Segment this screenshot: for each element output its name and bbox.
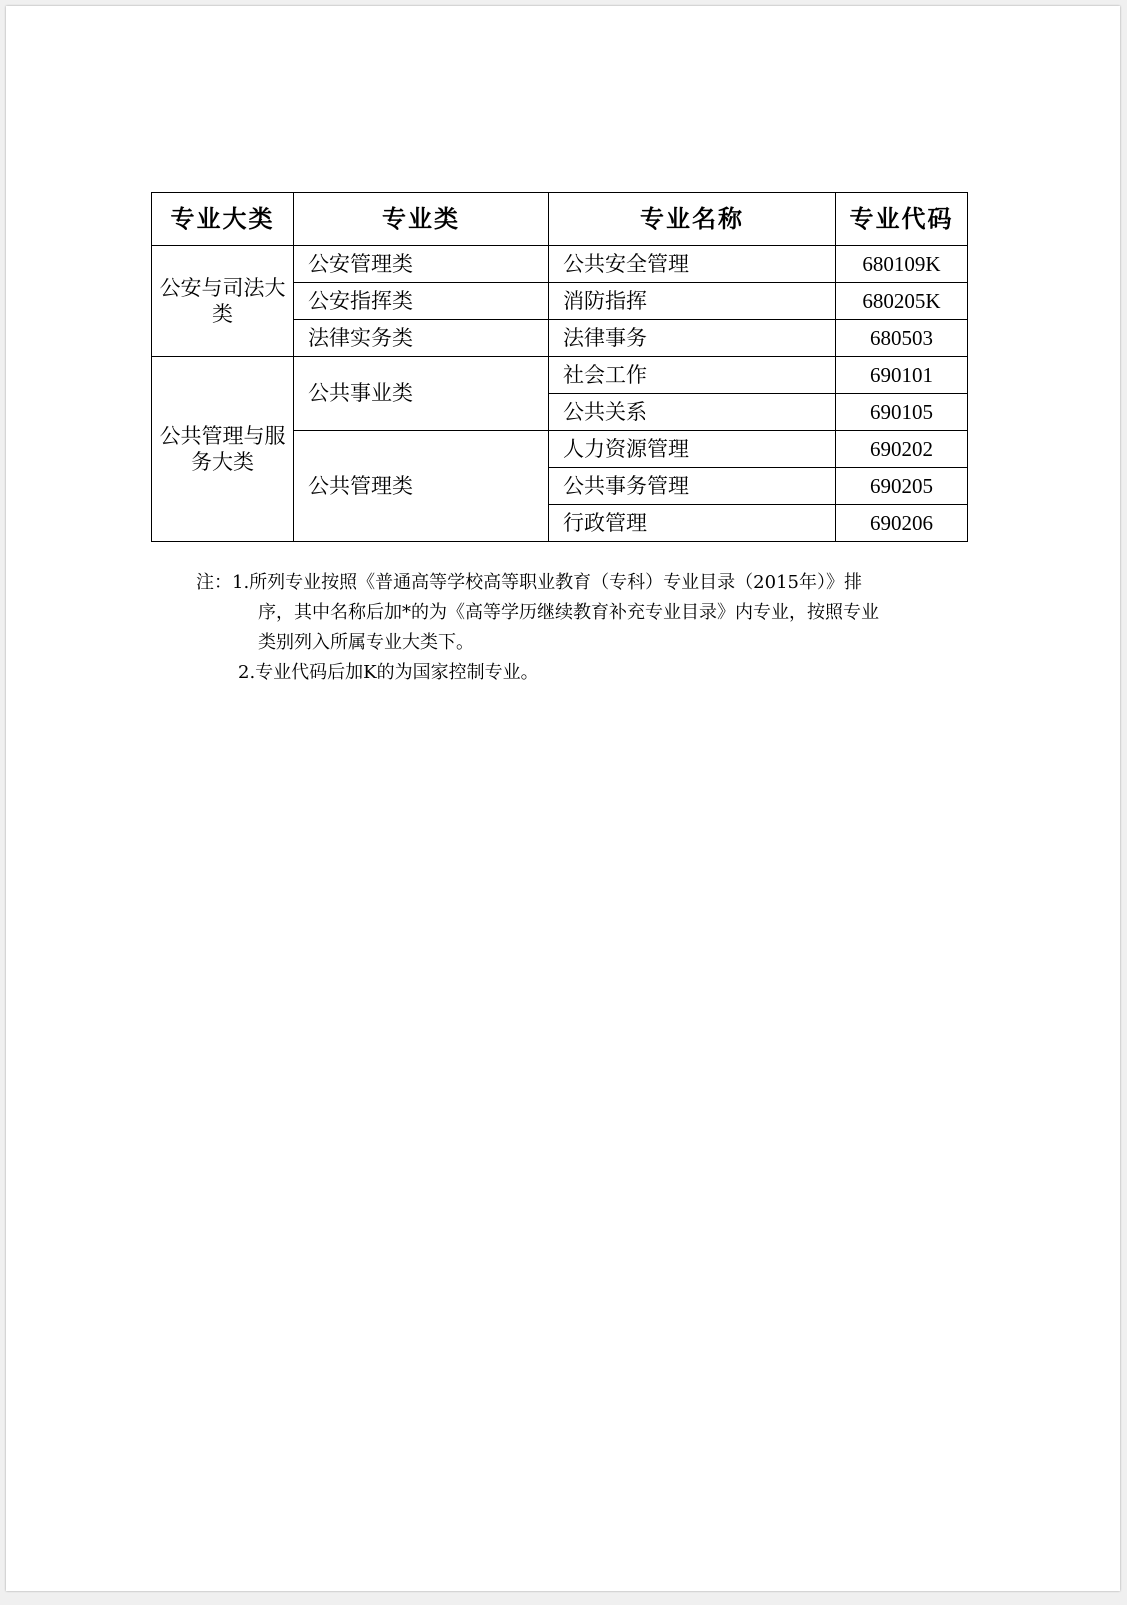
note-1-line-2: 序，其中名称后加*的为《高等学历继续教育补充专业目录》内专业，按照专业 [258,602,879,623]
major-name-cell: 公共安全管理 [549,246,836,283]
major-code-cell: 690205 [836,468,968,505]
header-subcategory: 专业类 [294,193,549,246]
major-code-cell: 690206 [836,505,968,542]
subcategory-cell: 公共事业类 [294,357,549,431]
major-code-cell: 690105 [836,394,968,431]
major-name-cell: 行政管理 [549,505,836,542]
note-1-line-3: 类别列入所属专业大类下。 [258,632,474,653]
note-1-text: 1.所列专业按照《普通高等学校高等职业教育（专科）专业目录（2015年）》排 [232,572,862,593]
document-page [6,6,1120,1591]
major-code-cell: 680109K [836,246,968,283]
major-name-cell: 公共关系 [549,394,836,431]
note-1-line-1 [196,568,956,598]
header-major-category: 专业大类 [152,193,294,246]
header-major-name: 专业名称 [549,193,836,246]
subcategory-cell: 公共管理类 [294,431,549,542]
table-header-row [152,193,968,246]
major-code-cell: 690101 [836,357,968,394]
major-name-cell: 消防指挥 [549,283,836,320]
major-code-cell: 680205K [836,283,968,320]
header-major-code: 专业代码 [836,193,968,246]
major-code-cell: 690202 [836,431,968,468]
major-name-cell: 法律事务 [549,320,836,357]
majors-table [151,192,968,542]
table-notes [196,568,956,688]
subcategory-cell: 公安管理类 [294,246,549,283]
major-name-cell: 公共事务管理 [549,468,836,505]
major-name-cell: 人力资源管理 [549,431,836,468]
major-code-cell: 680503 [836,320,968,357]
subcategory-cell: 法律实务类 [294,320,549,357]
table-row [152,357,968,394]
major-name-cell: 社会工作 [549,357,836,394]
notes-prefix: 注： [196,572,232,593]
table-row [152,246,968,283]
category-cell: 公共管理与服务大类 [152,357,294,542]
subcategory-cell: 公安指挥类 [294,283,549,320]
note-2: 2.专业代码后加K的为国家控制专业。 [238,662,539,683]
category-cell: 公安与司法大类 [152,246,294,357]
